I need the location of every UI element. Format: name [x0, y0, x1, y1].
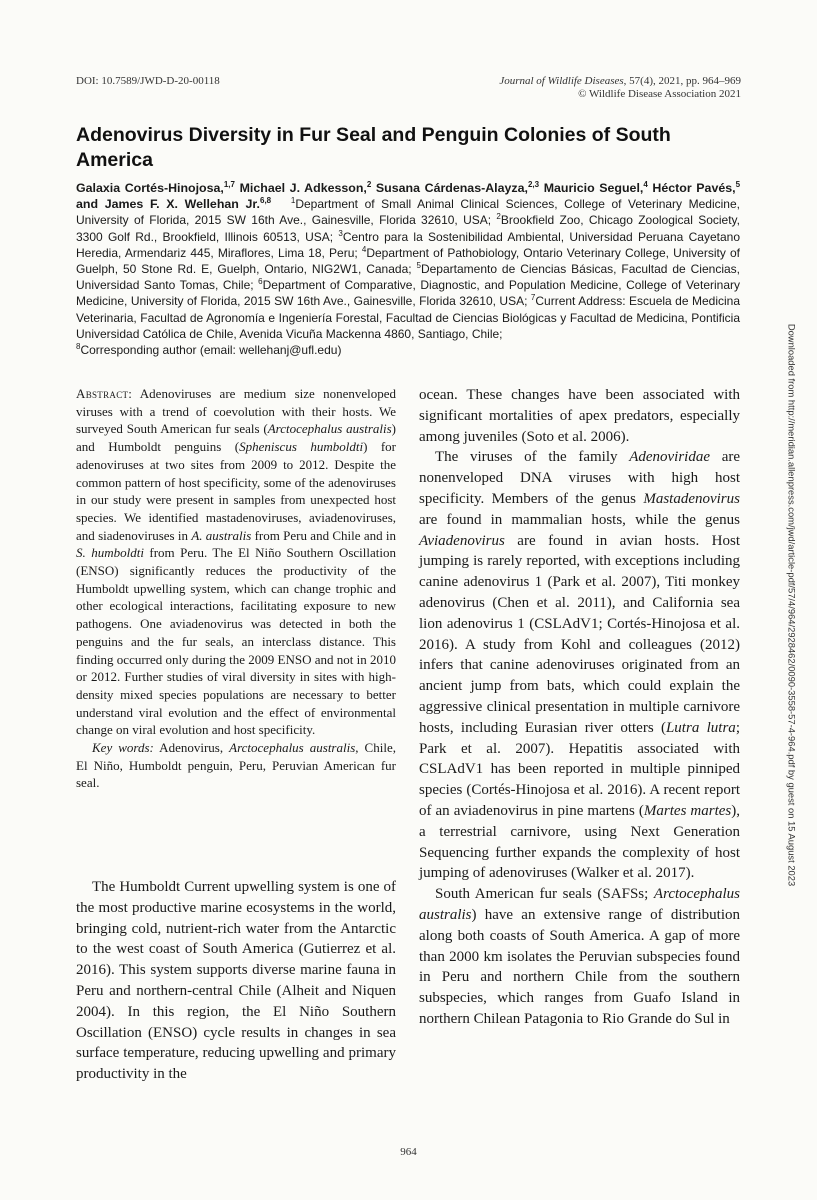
journal-issue: , 57(4), 2021, pp. 964–969 — [623, 75, 741, 87]
affiliation-number: 1 — [290, 196, 296, 206]
author-sup: 5 — [735, 179, 741, 189]
abstract-italic: S. humboldti — [76, 545, 144, 561]
affiliation-number: 6 — [258, 277, 263, 287]
abstract — [76, 385, 396, 739]
affiliation-text: Current Address: Escuela de Medicina Veterinaria, Facultad de Agronomía e Ingeniería Forestal, Facultad de Ciencias Biológicas y Facultad de Medicina, Pontificia Universidad Católica de Chile, Avenida Vicuña Mackenna 4860, Santiago, Chile; — [76, 294, 741, 341]
affiliation-number: 8 — [76, 342, 81, 352]
body-text: The viruses of the family — [435, 449, 630, 466]
body-text: ), a terrestrial carnivore, using Next Generation Sequencing further expands the complexity of host jumping of adenoviruses (Walker et al. 2017). — [419, 802, 741, 882]
author-name: Susana Cárdenas-Alayza, — [371, 181, 528, 195]
author-sup: 4 — [643, 179, 648, 189]
abstract-text: from Peru and Chile and in — [251, 527, 396, 543]
keywords-italic: Arctocephalus australis — [229, 740, 356, 756]
body-text: ) have an extensive range of distribution along both coasts of South America. A gap of more than 2000 km isolates the Peruvian subspecies found in Peru and northern Chile from the southern subspecies, which ranges from Guafo Island in northern Chilean Patagonia to Rio Grande do Sul in — [419, 906, 740, 1027]
body-text: are found in mammalian hosts, while the genus — [419, 511, 740, 528]
keywords-label: Key words: — [92, 740, 154, 756]
body-text: South American fur seals (SAFSs; — [435, 886, 654, 903]
keywords — [76, 739, 396, 792]
body-text: are found in avian hosts. Host jumping is rarely reported, with exceptions including canine adenovirus 1 (Park et al. 2007), Titi monkey adenovirus (Chen et al. 2011), and California sea lion adenovirus 1 (CSLAdV1; Cortés-Hinojosa et al. 2016). A study from Kohl and colleagues (2012) infers that canine adenoviruses originated from an ancient jump from bats, which could explain the aggressive clinical presentation in multiple carnivore hosts, including Eurasian river otters ( — [419, 532, 740, 736]
author-sup: 1,7 — [223, 179, 235, 189]
body-text: are nonenveloped DNA viruses with high host specificity. Members of the genus — [419, 449, 741, 507]
body-italic: Mastadenovirus — [643, 490, 740, 507]
affiliation-text: Centro para la Sostenibilidad Ambiental, Universidad Peruana Cayetano Heredia, Armendariz 445, Miraflores, Lima 18, Peru; — [76, 229, 740, 260]
corresponding-author: Corresponding author (email: wellehanj@ufl.edu) — [80, 343, 342, 358]
author-name: Mauricio Seguel, — [539, 181, 644, 195]
affiliation-text: Departamento de Ciencias Básicas, Facultad de Ciencias, Universidad Santo Tomas, Chile; — [76, 262, 740, 293]
body-italic: Adenoviridae — [629, 449, 711, 466]
body-text: ; Park et al. 2007). Hepatitis associated with CSLAdV1 has been reported in multiple pinniped species (Cortés-Hinojosa et al. 2016). A recent report of an aviadenovirus in pine martens ( — [419, 719, 740, 819]
body-paragraph — [419, 884, 740, 1030]
author-sup: 2,3 — [527, 179, 540, 189]
author-sup: 2 — [366, 179, 372, 189]
abstract-italic: Spheniscus humboldti — [239, 439, 364, 455]
body-paragraph — [419, 447, 740, 884]
abstract-column — [76, 385, 396, 792]
author-sup: 6,8 — [260, 196, 272, 206]
abstract-text: ) for adenoviruses at two sites from 2009 to 2012. Despite the common pattern of host specificity, some of the adenoviruses in our study were present in samples from unexpected host species. We identified mastadenoviruses, aviadenoviruses, and siadenoviruses in — [76, 439, 396, 543]
abstract-italic: A. australis — [191, 527, 252, 543]
download-notice: Downloaded from http://meridian.allenpress.com/jwd/article-pdf/57/4/964/2928462/0090-3558-57-4-964.pdf by guest on 15 August 2023 — [786, 323, 798, 886]
article-title: Adenovirus Diversity in Fur Seal and Penguin Colonies of South America — [76, 124, 671, 171]
author-name: Galaxia Cortés-Hinojosa, — [76, 181, 224, 195]
abstract-text: Adenoviruses are medium size nonenveloped viruses with a trend of coevolution with their hosts. We surveyed South American fur seals ( — [76, 386, 396, 437]
journal-citation — [499, 75, 741, 101]
affiliation-text: Department of Pathobiology, Ontario Veterinary College, University of Guelph, 50 Stone Rd. E, Guelph, Ontario, NIG2W1, Canada; — [76, 245, 741, 277]
body-italic: Aviadenovirus — [419, 532, 505, 549]
affiliation-number: 2 — [496, 212, 501, 222]
download-sidebar — [786, 297, 798, 912]
affiliation-text: Department of Small Animal Clinical Sciences, College of Veterinary Medicine, University of Florida, 2015 SW 16th Ave., Gainesville, Florida 32610, USA; — [76, 197, 740, 228]
copyright-line: © Wildlife Disease Association 2021 — [578, 88, 741, 100]
affiliation-number: 4 — [361, 244, 367, 254]
body-paragraph: The Humboldt Current upwelling system is one of the most productive marine ecosystems in the world, bringing cold, nutrient-rich water from the Antarctic to the west coast of South America (Gutierrez et al. 2016). This system supports diverse marine fauna in Peru and northern-central Chile (Alheit and Niquen 2004). In this region, the El Niño Southern Oscillation (ENSO) cycle results in changes in sea surface temperature, reducing upwelling and primary productivity in the — [76, 879, 396, 1083]
body-italic: Martes martes — [643, 802, 732, 819]
affiliation-text: Department of Comparative, Diagnostic, and Population Medicine, College of Veterinary Medicine, University of Florida, 2015 SW 16th Ave., Gainesville, Florida 32610, USA; — [76, 278, 740, 309]
keywords-text: Adenovirus, — [153, 740, 230, 756]
body-right-column — [419, 385, 740, 1030]
abstract-text: from Peru. The El Niño Southern Oscillation (ENSO) significantly reduces the productivity of the Humboldt upwelling system, which can change trophic and other ecological interactions, facilitating exposure to new pathogens. One aviadenovirus was detected in both the penguins and the fur seals, an interclass distance. This finding occurred only during the 2009 ENSO and not in 2010 or 2012. Further studies of viral diversity in sites with high-density mixed species populations are necessary to better understand viral evolution and the effect of environmental change on viral evolution and host specificity. — [76, 545, 396, 738]
abstract-italic: Arctocephalus australis — [267, 421, 392, 437]
doi-line: DOI: 10.7589/JWD-D-20-00118 — [76, 75, 220, 87]
body-italic: Lutra lutra — [665, 719, 736, 736]
author-name: and James F. X. Wellehan Jr. — [76, 197, 260, 212]
affiliation-text: Brookfield Zoo, Chicago Zoological Society, 3300 Golf Rd., Brookfield, Illinois 60513, USA; — [76, 213, 741, 244]
author-name: Héctor Pavés, — [647, 181, 736, 195]
author-affiliation-block — [76, 180, 740, 358]
body-paragraph: ocean. These changes have been associated with significant mortalities of apex predators, especially among juveniles (Soto et al. 2006). — [419, 387, 740, 445]
abstract-label: Abstract: — [76, 386, 133, 401]
author-name: Michael J. Adkesson, — [234, 181, 367, 195]
abstract-text: ) and Humboldt penguins ( — [76, 421, 396, 455]
body-italic: Arctocephalus australis — [419, 886, 740, 923]
affiliation-number: 5 — [416, 261, 421, 271]
affiliation-number: 3 — [338, 228, 343, 238]
body-left-column — [76, 877, 396, 1085]
affiliation-number: 7 — [530, 293, 536, 303]
keywords-text: , Chile, El Niño, Humboldt penguin, Peru, Peruvian American fur seal. — [76, 740, 396, 791]
journal-name: Journal of Wildlife Diseases — [499, 75, 624, 87]
page-number: 964 — [400, 1146, 417, 1158]
